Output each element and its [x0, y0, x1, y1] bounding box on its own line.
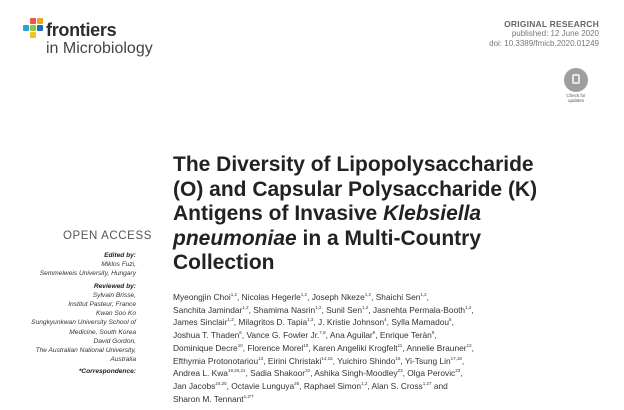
author-affiliation-marker: 24,25	[215, 380, 227, 386]
journal-brand: frontiers	[46, 20, 117, 40]
author-name[interactable]: Sharon M. Tennant	[173, 393, 244, 404]
author-affiliation-marker: 1,3	[307, 317, 314, 323]
author-name[interactable]: Joshua T. Thaden	[173, 329, 240, 340]
frontiers-logo-icon	[22, 18, 44, 40]
title-species-name: pneumoniae	[173, 226, 297, 250]
author-name[interactable]: , Nicolas Hegerle	[237, 291, 301, 302]
author-affiliation-marker: 1,2	[227, 317, 234, 323]
author-name[interactable]: , Karen Angeliki Krogfelt	[308, 342, 398, 353]
author-line	[173, 303, 593, 316]
author-name[interactable]: , Alan S. Cross	[367, 380, 423, 391]
author-line	[173, 290, 593, 303]
author-name[interactable]: Jan Jacobs	[173, 380, 216, 391]
journal-logo[interactable]	[22, 18, 172, 58]
author-affiliation-marker: 9	[431, 330, 435, 336]
author-line	[173, 392, 593, 405]
author-line	[173, 354, 593, 367]
author-name[interactable]: Efthymia Protonotariou	[173, 355, 259, 366]
author-name[interactable]: and	[431, 380, 448, 391]
author-affiliation-marker: 1,2	[465, 304, 472, 310]
author-name[interactable]: , Sunil Sen	[321, 304, 362, 315]
author-affiliation-marker: 4	[384, 317, 387, 323]
author-affiliation-marker: 1,2	[300, 292, 308, 297]
author-line	[173, 366, 593, 379]
title-line: Collection	[173, 251, 275, 274]
author-name[interactable]: , Octavie Lunguya	[226, 380, 295, 391]
title-line: pneumoniae in a Multi-Country	[173, 226, 482, 250]
author-name[interactable]: , Ana Aguilar	[325, 329, 373, 340]
author-name[interactable]: ,	[434, 329, 437, 340]
author-name[interactable]: , Yuichiro Shindo	[332, 355, 396, 366]
published-date: published: 12 June 2020	[511, 29, 599, 38]
author-list	[173, 290, 593, 404]
author-name[interactable]: , Annelie Brauner	[402, 342, 467, 353]
reviewer-line: Medicine, South Korea	[69, 328, 136, 336]
author-affiliation-marker: 12	[466, 342, 472, 348]
author-name[interactable]: , Raphael Simon	[299, 380, 362, 391]
author-name[interactable]: , Sylla Mamadou	[386, 317, 450, 328]
reviewer-line: Sylvain Brisse,	[92, 291, 136, 299]
check-for-updates-button[interactable]	[561, 68, 591, 103]
author-affiliation-marker: 1,2*†	[243, 393, 255, 399]
author-affiliation-marker: 1,2	[364, 292, 372, 297]
author-name[interactable]: ,	[451, 317, 454, 328]
author-name[interactable]: ,	[461, 355, 465, 366]
author-line	[173, 379, 593, 392]
author-name[interactable]: Andrea L. Kwa	[173, 368, 228, 379]
author-name[interactable]: , Olga Perovic	[402, 368, 456, 379]
author-name[interactable]: , Florence Morel	[242, 342, 304, 353]
author-affiliation-marker: 23	[455, 368, 461, 374]
reviewer-line: Australia	[110, 356, 136, 364]
reviewer-line: Kwan Soo Ko	[96, 310, 136, 318]
author-name[interactable]: ,	[460, 368, 463, 379]
author-name[interactable]: , Ashika Singh-Moodley	[310, 368, 398, 379]
author-name[interactable]: , Shamima Nasrin	[248, 304, 316, 315]
author-affiliation-marker: 9	[372, 330, 376, 336]
author-affiliation-marker: 16	[395, 355, 401, 361]
author-affiliation-marker: 1,2	[420, 292, 427, 297]
title-line: The Diversity of Lipopolysaccharide	[173, 153, 534, 176]
journal-name: in Microbiology	[46, 40, 153, 57]
reviewer-line: Sungkyunkwan University School of	[31, 319, 136, 327]
author-affiliation-marker: 7,8	[319, 330, 326, 336]
author-name[interactable]: , Eirini Christaki	[263, 355, 322, 366]
author-affiliation-marker: 22	[305, 368, 311, 374]
author-name[interactable]: Myeongjin Choi	[173, 291, 231, 302]
reviewer-line: Institut Pasteur, France	[68, 301, 136, 309]
article-doi[interactable]: doi: 10.3389/fmicb.2020.01249	[489, 39, 599, 48]
author-affiliation-marker: 1,27	[422, 380, 432, 386]
author-affiliation-marker: 23	[397, 368, 403, 374]
author-name[interactable]: , Sadia Shakoor	[245, 368, 306, 379]
author-affiliation-marker: 1,2	[361, 304, 369, 310]
author-affiliation-marker: 1,2	[315, 304, 322, 310]
author-affiliation-marker: 1,2	[230, 292, 237, 297]
author-name[interactable]: James Sinclair	[173, 317, 228, 328]
article-meta	[489, 19, 599, 49]
title-line: Antigens of Invasive Klebsiella	[173, 202, 482, 225]
author-line	[173, 341, 593, 354]
author-name[interactable]: , Jasnehta Permala-Booth	[368, 304, 466, 315]
author-name[interactable]: Dominique Decre	[173, 342, 238, 353]
reviewer-line: David Gordon,	[93, 337, 136, 345]
author-affiliation-marker: 13	[258, 355, 264, 361]
correspondence-label: *Correspondence:	[78, 368, 136, 376]
author-affiliation-marker: 17,18	[450, 355, 462, 361]
editorial-sidebar	[0, 251, 136, 377]
author-name[interactable]: , Joseph Nkeze	[307, 291, 365, 302]
author-name[interactable]: , Vance G. Fowler Jr.	[241, 329, 320, 340]
open-access-label: OPEN ACCESS	[62, 230, 152, 242]
author-affiliation-marker: 10	[237, 342, 243, 348]
author-line	[173, 315, 593, 328]
author-name[interactable]: Sanchita Jamindar	[173, 304, 243, 315]
author-name[interactable]: , Milagritos D. Tapia	[233, 317, 308, 328]
edited-by-label: Edited by:	[104, 252, 136, 259]
author-affiliation-marker: 5	[449, 317, 452, 323]
reviewer-line: The Australian National University,	[35, 347, 136, 355]
author-affiliation-marker: 10	[303, 342, 309, 348]
author-affiliation-marker: 11	[397, 342, 403, 348]
editor-affiliation: Semmelweis University, Hungary	[39, 270, 136, 278]
author-name[interactable]: , Enrique Teràn	[375, 329, 432, 340]
author-name[interactable]: , Shaichi Sen	[371, 291, 421, 302]
author-name[interactable]: , Yi-Tsung Lin	[400, 355, 451, 366]
author-affiliation-marker: 19,20,21	[227, 368, 246, 374]
check-for-updates-label: Check for updates	[566, 93, 586, 103]
author-affiliation-marker: 6	[239, 330, 242, 336]
author-name[interactable]: , J. Kristie Johnson	[313, 317, 385, 328]
author-line	[173, 328, 593, 341]
author-name[interactable]: ,	[471, 342, 474, 353]
article-type: ORIGINAL RESEARCH	[504, 19, 599, 29]
author-affiliation-marker: 26	[294, 380, 300, 386]
title-line: (O) and Capsular Polysaccharide (K)	[173, 177, 538, 201]
author-affiliation-marker: 1,2	[242, 304, 249, 310]
author-name[interactable]: ,	[426, 291, 429, 302]
author-affiliation-marker: 14,15	[321, 355, 333, 361]
check-for-updates-icon	[564, 68, 588, 92]
article-title	[173, 153, 593, 276]
reviewed-by-label: Reviewed by:	[93, 282, 136, 290]
author-affiliation-marker: 1,2	[361, 380, 368, 386]
author-name[interactable]: ,	[471, 304, 474, 315]
editor-name: Miklos Fuzi,	[101, 261, 136, 269]
title-species-genus: Klebsiella	[383, 202, 482, 225]
